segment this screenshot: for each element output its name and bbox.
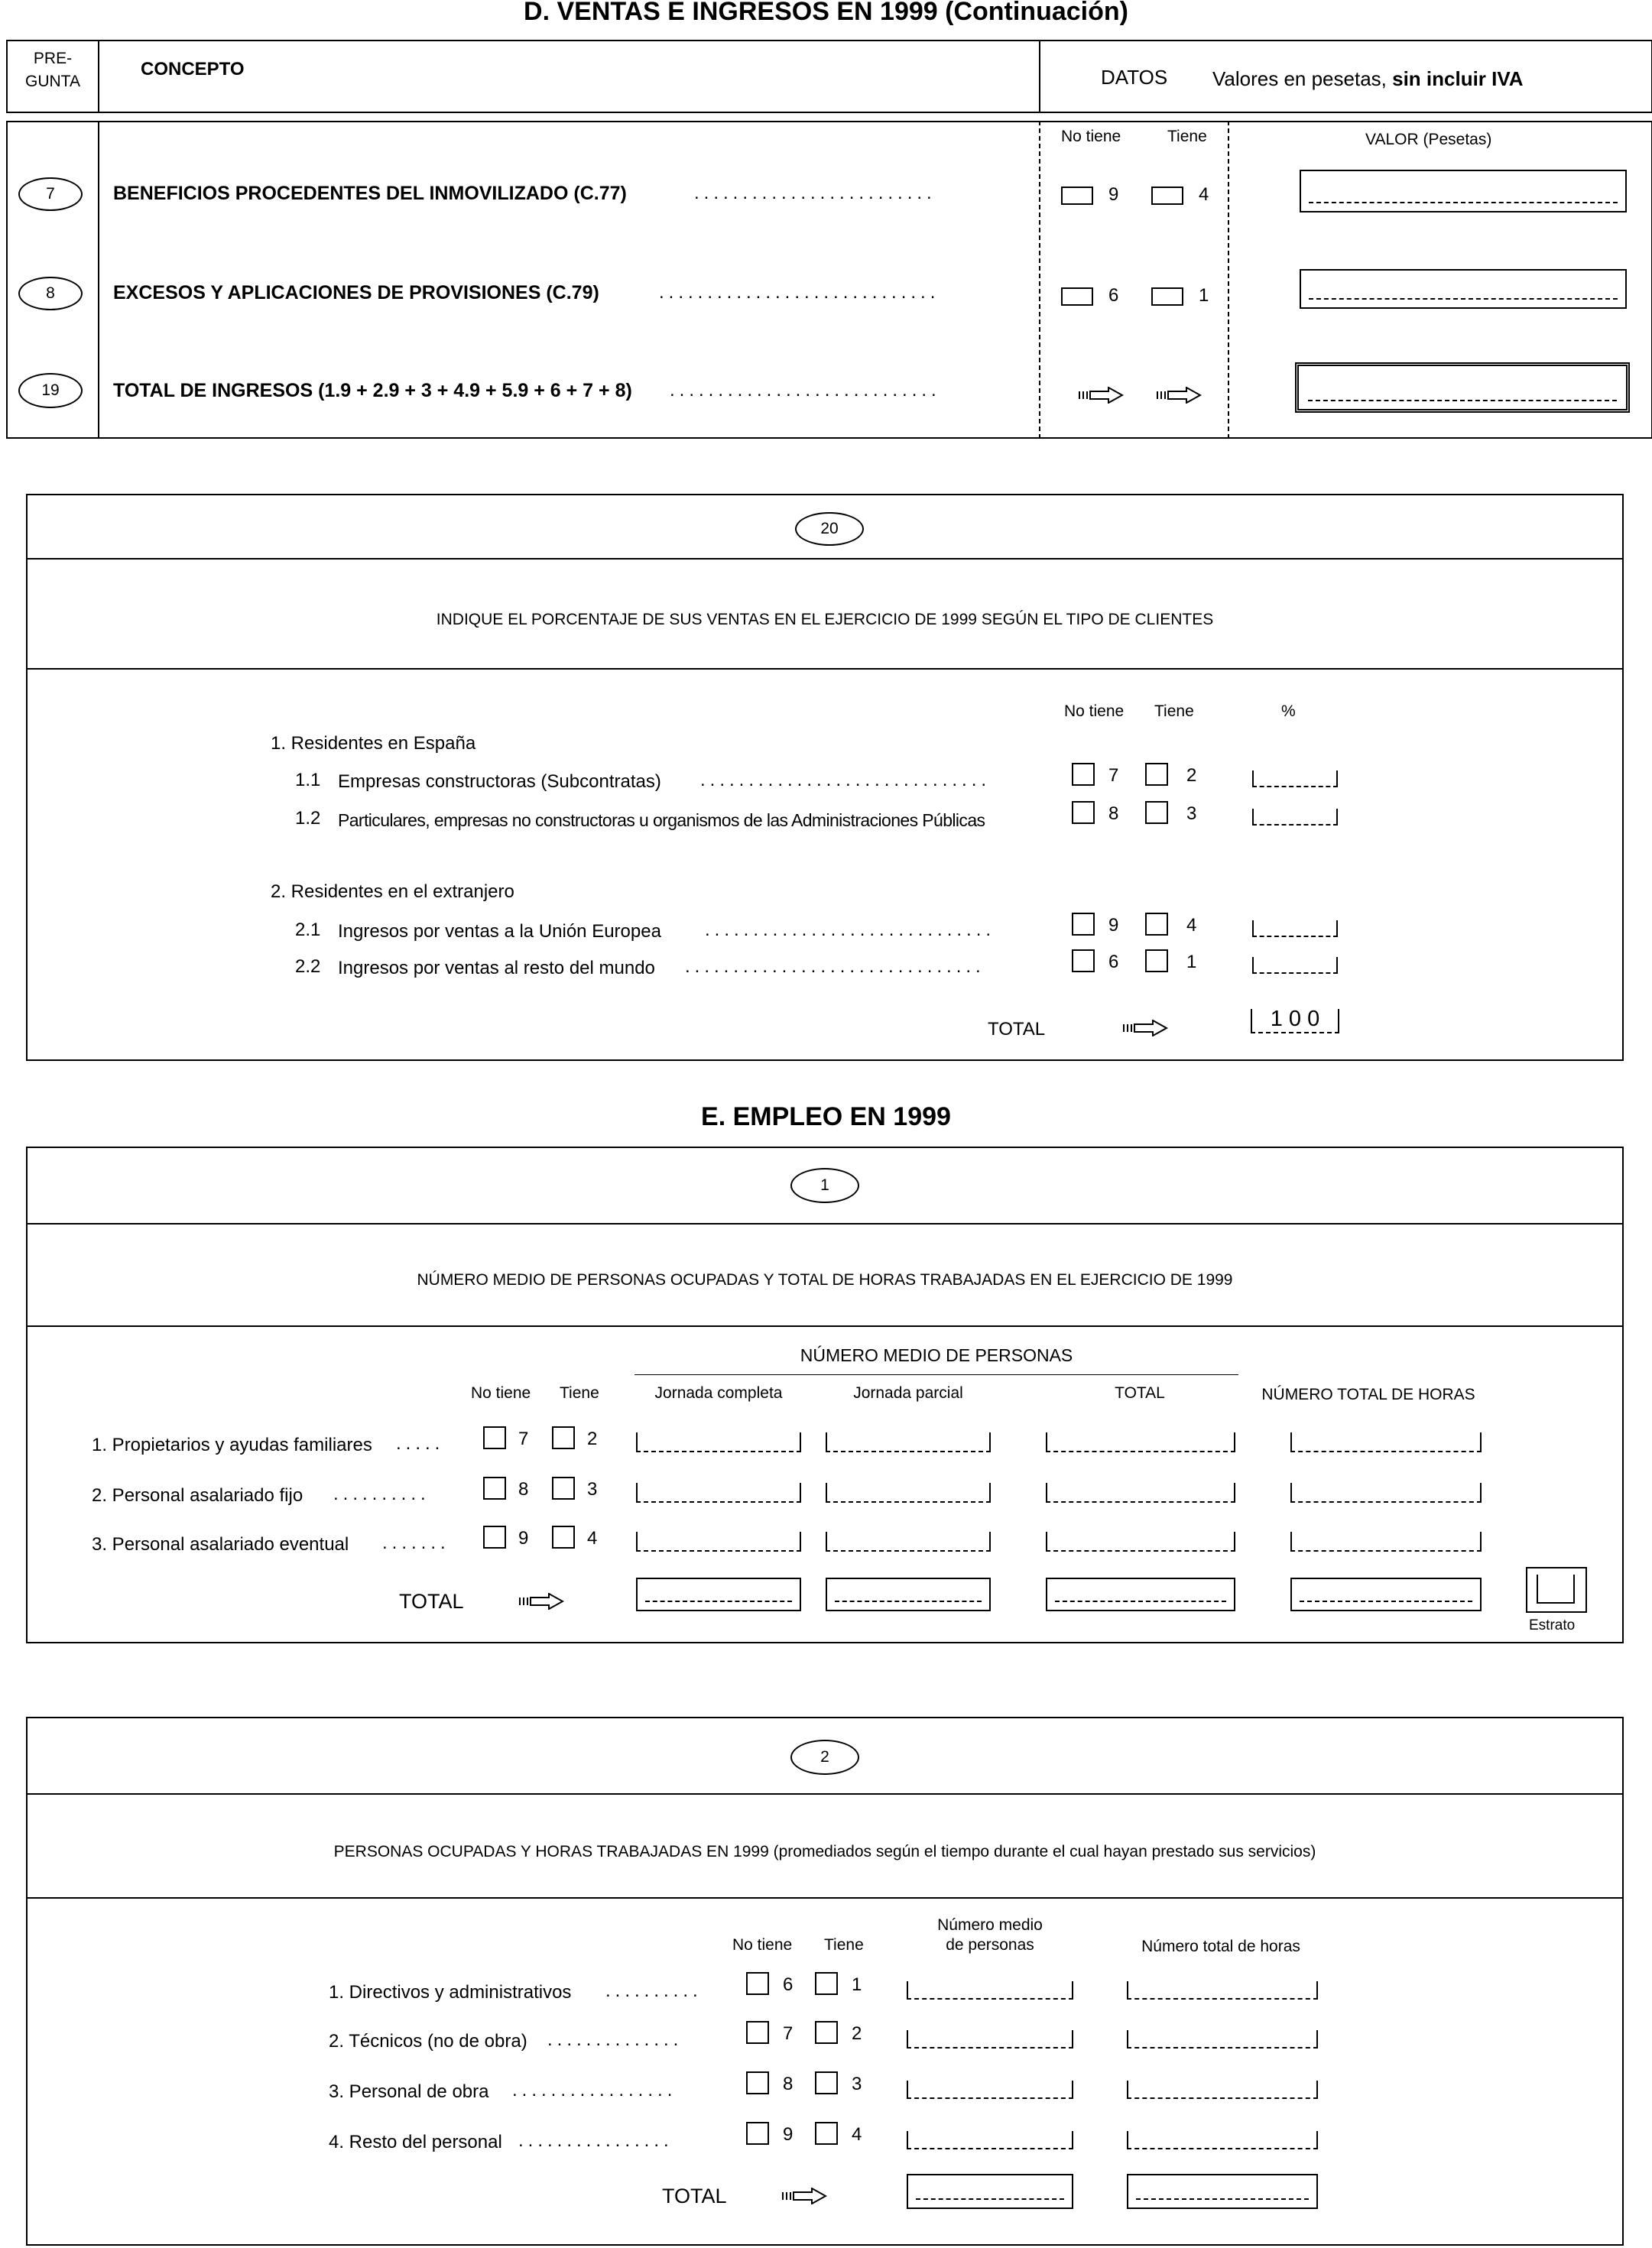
no-tiene-checkbox[interactable] [746,1972,769,1995]
row-label: Empresas constructoras (Subcontratas) [338,771,661,792]
jornada-parcial-field[interactable] [826,1532,991,1552]
tiene-checkbox[interactable] [815,2122,838,2145]
total-field[interactable] [1046,1532,1235,1552]
pregunta-header: PRE- GUNTA [25,50,80,90]
no-tiene-code: 9 [1108,915,1119,936]
horas-field[interactable] [1127,2030,1318,2049]
tiene-code: 2 [587,1429,598,1449]
row-label: 3. Personal de obra [329,2081,489,2102]
no-tiene-checkbox[interactable] [1072,949,1095,972]
percent-header: % [1281,702,1296,720]
percent-field[interactable] [1252,957,1338,974]
no-tiene-checkbox[interactable] [746,2122,769,2145]
leader-dots: .............................. [700,770,992,790]
arrow-right-icon [1156,387,1202,404]
tiene-header: Tiene [824,1936,864,1954]
section-e-title: E. EMPLEO EN 1999 [701,1102,951,1131]
no-tiene-code: 8 [518,1479,529,1500]
jornada-completa-header: Jornada completa [654,1384,783,1402]
personas-field[interactable] [907,2131,1073,2149]
tiene-checkbox[interactable] [815,2021,838,2044]
datos-header: DATOS [1101,66,1168,89]
row-label: Ingresos por ventas al resto del mundo [338,958,655,978]
no-tiene-code: 9 [783,2124,794,2145]
row-label: 3. Personal asalariado eventual [92,1534,349,1555]
row-label: 2. Personal asalariado fijo [92,1485,303,1506]
no-tiene-code: 7 [518,1429,529,1449]
tiene-code: 3 [1186,803,1197,824]
question-number-2: 2 [790,1740,859,1775]
total-jornada-parcial-field[interactable] [826,1578,991,1611]
no-tiene-checkbox[interactable] [1072,801,1095,824]
question-number-20: 20 [795,512,864,546]
valor-header: VALOR (Pesetas) [1365,131,1492,148]
leader-dots: .............. [547,2029,683,2050]
tiene-code: 4 [587,1528,598,1549]
tiene-header: Tiene [1167,128,1207,145]
tiene-checkbox[interactable] [1145,913,1168,936]
percent-total-field: 1 0 0 [1251,1009,1339,1033]
no-tiene-code: 6 [1108,952,1119,972]
no-tiene-checkbox[interactable] [1072,763,1095,786]
concepto-header: CONCEPTO [141,59,245,79]
no-tiene-header: No tiene [732,1936,793,1954]
no-tiene-checkbox[interactable] [1072,913,1095,936]
group-header: NÚMERO MEDIO DE PERSONAS [800,1345,1073,1365]
tiene-checkbox[interactable] [1145,801,1168,824]
row-number: 1.2 [295,808,321,829]
valores-header: Valores en pesetas, sin incluir IVA [1212,67,1524,90]
tiene-code: 4 [1186,915,1197,936]
total-field[interactable] [1046,1432,1235,1452]
group-label: 2. Residentes en el extranjero [271,881,514,902]
personas-field[interactable] [907,2081,1073,2099]
no-tiene-code: 6 [783,1974,794,1995]
horas-field[interactable] [1290,1483,1482,1503]
no-tiene-checkbox[interactable] [483,1426,506,1449]
total-horas-field[interactable] [1290,1578,1482,1611]
horas-field[interactable] [1127,2081,1318,2099]
q20-instruction: INDIQUE EL PORCENTAJE DE SUS VENTAS EN EL EJERCICIO DE 1999 SEGÚN EL TIPO DE CLIENTES [436,611,1214,628]
horas-field[interactable] [1290,1432,1482,1452]
tiene-checkbox[interactable] [815,2071,838,2094]
valor-field[interactable] [1300,269,1627,309]
jornada-completa-field[interactable] [636,1483,801,1503]
tiene-checkbox[interactable] [552,1426,575,1449]
tiene-header: Tiene [1154,702,1194,720]
total-total-field[interactable] [1046,1578,1235,1611]
jornada-completa-field[interactable] [636,1432,801,1452]
row-label: 1. Directivos y administrativos [329,1982,572,2003]
total-jornada-completa-field[interactable] [636,1578,801,1611]
no-tiene-checkbox[interactable] [746,2021,769,2044]
tiene-checkbox[interactable] [815,1972,838,1995]
tiene-checkbox[interactable] [1151,287,1183,306]
tiene-code: 2 [1186,765,1197,786]
leader-dots: ............................. [659,282,940,303]
total-field[interactable] [1046,1483,1235,1503]
section-d-title: D. VENTAS E INGRESOS EN 1999 (Continuación) [524,0,1128,26]
no-tiene-header: No tiene [471,1384,531,1402]
estrato-field[interactable] [1526,1567,1587,1613]
valor-field[interactable] [1300,170,1627,212]
concept-label: EXCESOS Y APLICACIONES DE PROVISIONES (C.79) [113,282,599,303]
tiene-checkbox[interactable] [552,1526,575,1549]
jornada-parcial-header: Jornada parcial [853,1384,963,1402]
total-horas-field[interactable] [1127,2174,1318,2209]
tiene-code: 1 [1186,952,1197,972]
no-tiene-code: 8 [783,2074,794,2094]
total-label: TOTAL [399,1590,464,1613]
no-tiene-code: 9 [518,1528,529,1549]
tiene-checkbox[interactable] [1145,949,1168,972]
tiene-code: 1 [1199,285,1209,306]
row-label: 1. Propietarios y ayudas familiares [92,1435,372,1455]
leader-dots: ............................ [670,380,941,401]
tiene-code: 2 [852,2023,862,2044]
total-label: TOTAL [662,2185,727,2207]
tiene-checkbox[interactable] [1151,187,1183,205]
row-number: 2.1 [295,920,321,940]
personas-field[interactable] [907,2030,1073,2049]
horas-header: Número total de horas [1141,1938,1300,1955]
total-header: TOTAL [1115,1384,1165,1402]
tiene-checkbox[interactable] [552,1477,575,1500]
leader-dots: .......... [333,1484,430,1504]
jornada-parcial-field[interactable] [826,1432,991,1452]
arrow-right-icon [518,1593,564,1610]
no-tiene-code: 9 [1108,184,1119,205]
estrato-label: Estrato [1529,1617,1576,1633]
row-label: 4. Resto del personal [329,2132,502,2152]
tiene-code: 4 [852,2124,862,2145]
no-tiene-checkbox[interactable] [1061,287,1093,306]
horas-header: NÚMERO TOTAL DE HORAS [1261,1386,1475,1403]
question-number-1: 1 [790,1168,859,1203]
question-number-7: 7 [18,177,83,211]
no-tiene-code: 7 [783,2023,794,2044]
arrow-right-icon [781,2188,827,2204]
leader-dots: ..... [396,1433,445,1454]
row-number: 1.1 [295,770,321,790]
no-tiene-code: 8 [1108,803,1119,824]
horas-field[interactable] [1127,2131,1318,2149]
horas-field[interactable] [1290,1532,1482,1552]
personas-header: Número medio de personas [937,1916,1043,1954]
no-tiene-code: 7 [1108,765,1119,786]
no-tiene-code: 6 [1108,285,1119,306]
leader-dots: ......................... [694,183,936,203]
leader-dots: ....... [382,1533,450,1553]
arrow-right-icon [1078,387,1124,404]
group-label: 1. Residentes en España [271,733,476,754]
total-personas-field[interactable] [907,2174,1073,2209]
no-tiene-checkbox[interactable] [483,1477,506,1500]
tiene-code: 1 [852,1974,862,1995]
arrow-right-icon [1122,1020,1168,1036]
jornada-completa-field[interactable] [636,1532,801,1552]
no-tiene-checkbox[interactable] [746,2071,769,2094]
leader-dots: .............................. [705,920,996,940]
percent-field[interactable] [1252,809,1338,826]
row-number: 2.2 [295,956,321,977]
tiene-header: Tiene [560,1384,599,1402]
no-tiene-header: No tiene [1064,702,1125,720]
concept-label: BENEFICIOS PROCEDENTES DEL INMOVILIZADO (C.77) [113,183,627,204]
tiene-code: 4 [1199,184,1209,205]
no-tiene-header: No tiene [1061,128,1121,145]
personas-field[interactable] [907,1981,1073,2000]
horas-field[interactable] [1127,1981,1318,2000]
question-number-8: 8 [18,277,83,310]
percent-field[interactable] [1252,920,1338,937]
leader-dots: .......... [605,1980,703,2001]
leader-dots: ............................... [685,956,985,977]
row-label: 2. Técnicos (no de obra) [329,2031,527,2052]
question-number-19: 19 [18,373,83,408]
no-tiene-checkbox[interactable] [1061,187,1093,205]
no-tiene-checkbox[interactable] [483,1526,506,1549]
concept-label: TOTAL DE INGRESOS (1.9 + 2.9 + 3 + 4.9 + 5.9 + 6 + 7 + 8) [113,380,632,401]
total-label: TOTAL [988,1019,1046,1040]
row-label: Ingresos por ventas a la Unión Europea [338,921,661,942]
row-label: Particulares, empresas no constructoras u organismos de las Administraciones Públicas [338,810,985,830]
tiene-code: 3 [587,1479,598,1500]
percent-field[interactable] [1252,770,1338,787]
jornada-parcial-field[interactable] [826,1483,991,1503]
q1-instruction: NÚMERO MEDIO DE PERSONAS OCUPADAS Y TOTAL DE HORAS TRABAJADAS EN EL EJERCICIO DE 1999 [417,1271,1233,1289]
q2-instruction: PERSONAS OCUPADAS Y HORAS TRABAJADAS EN 1999 (promediados según el tiempo durante el cual hayan prestado sus servicios) [333,1843,1316,1860]
tiene-code: 3 [852,2074,862,2094]
total-ingresos-field[interactable] [1295,362,1630,413]
leader-dots: ................. [512,2080,677,2100]
leader-dots: ................ [518,2130,673,2151]
tiene-checkbox[interactable] [1145,763,1168,786]
